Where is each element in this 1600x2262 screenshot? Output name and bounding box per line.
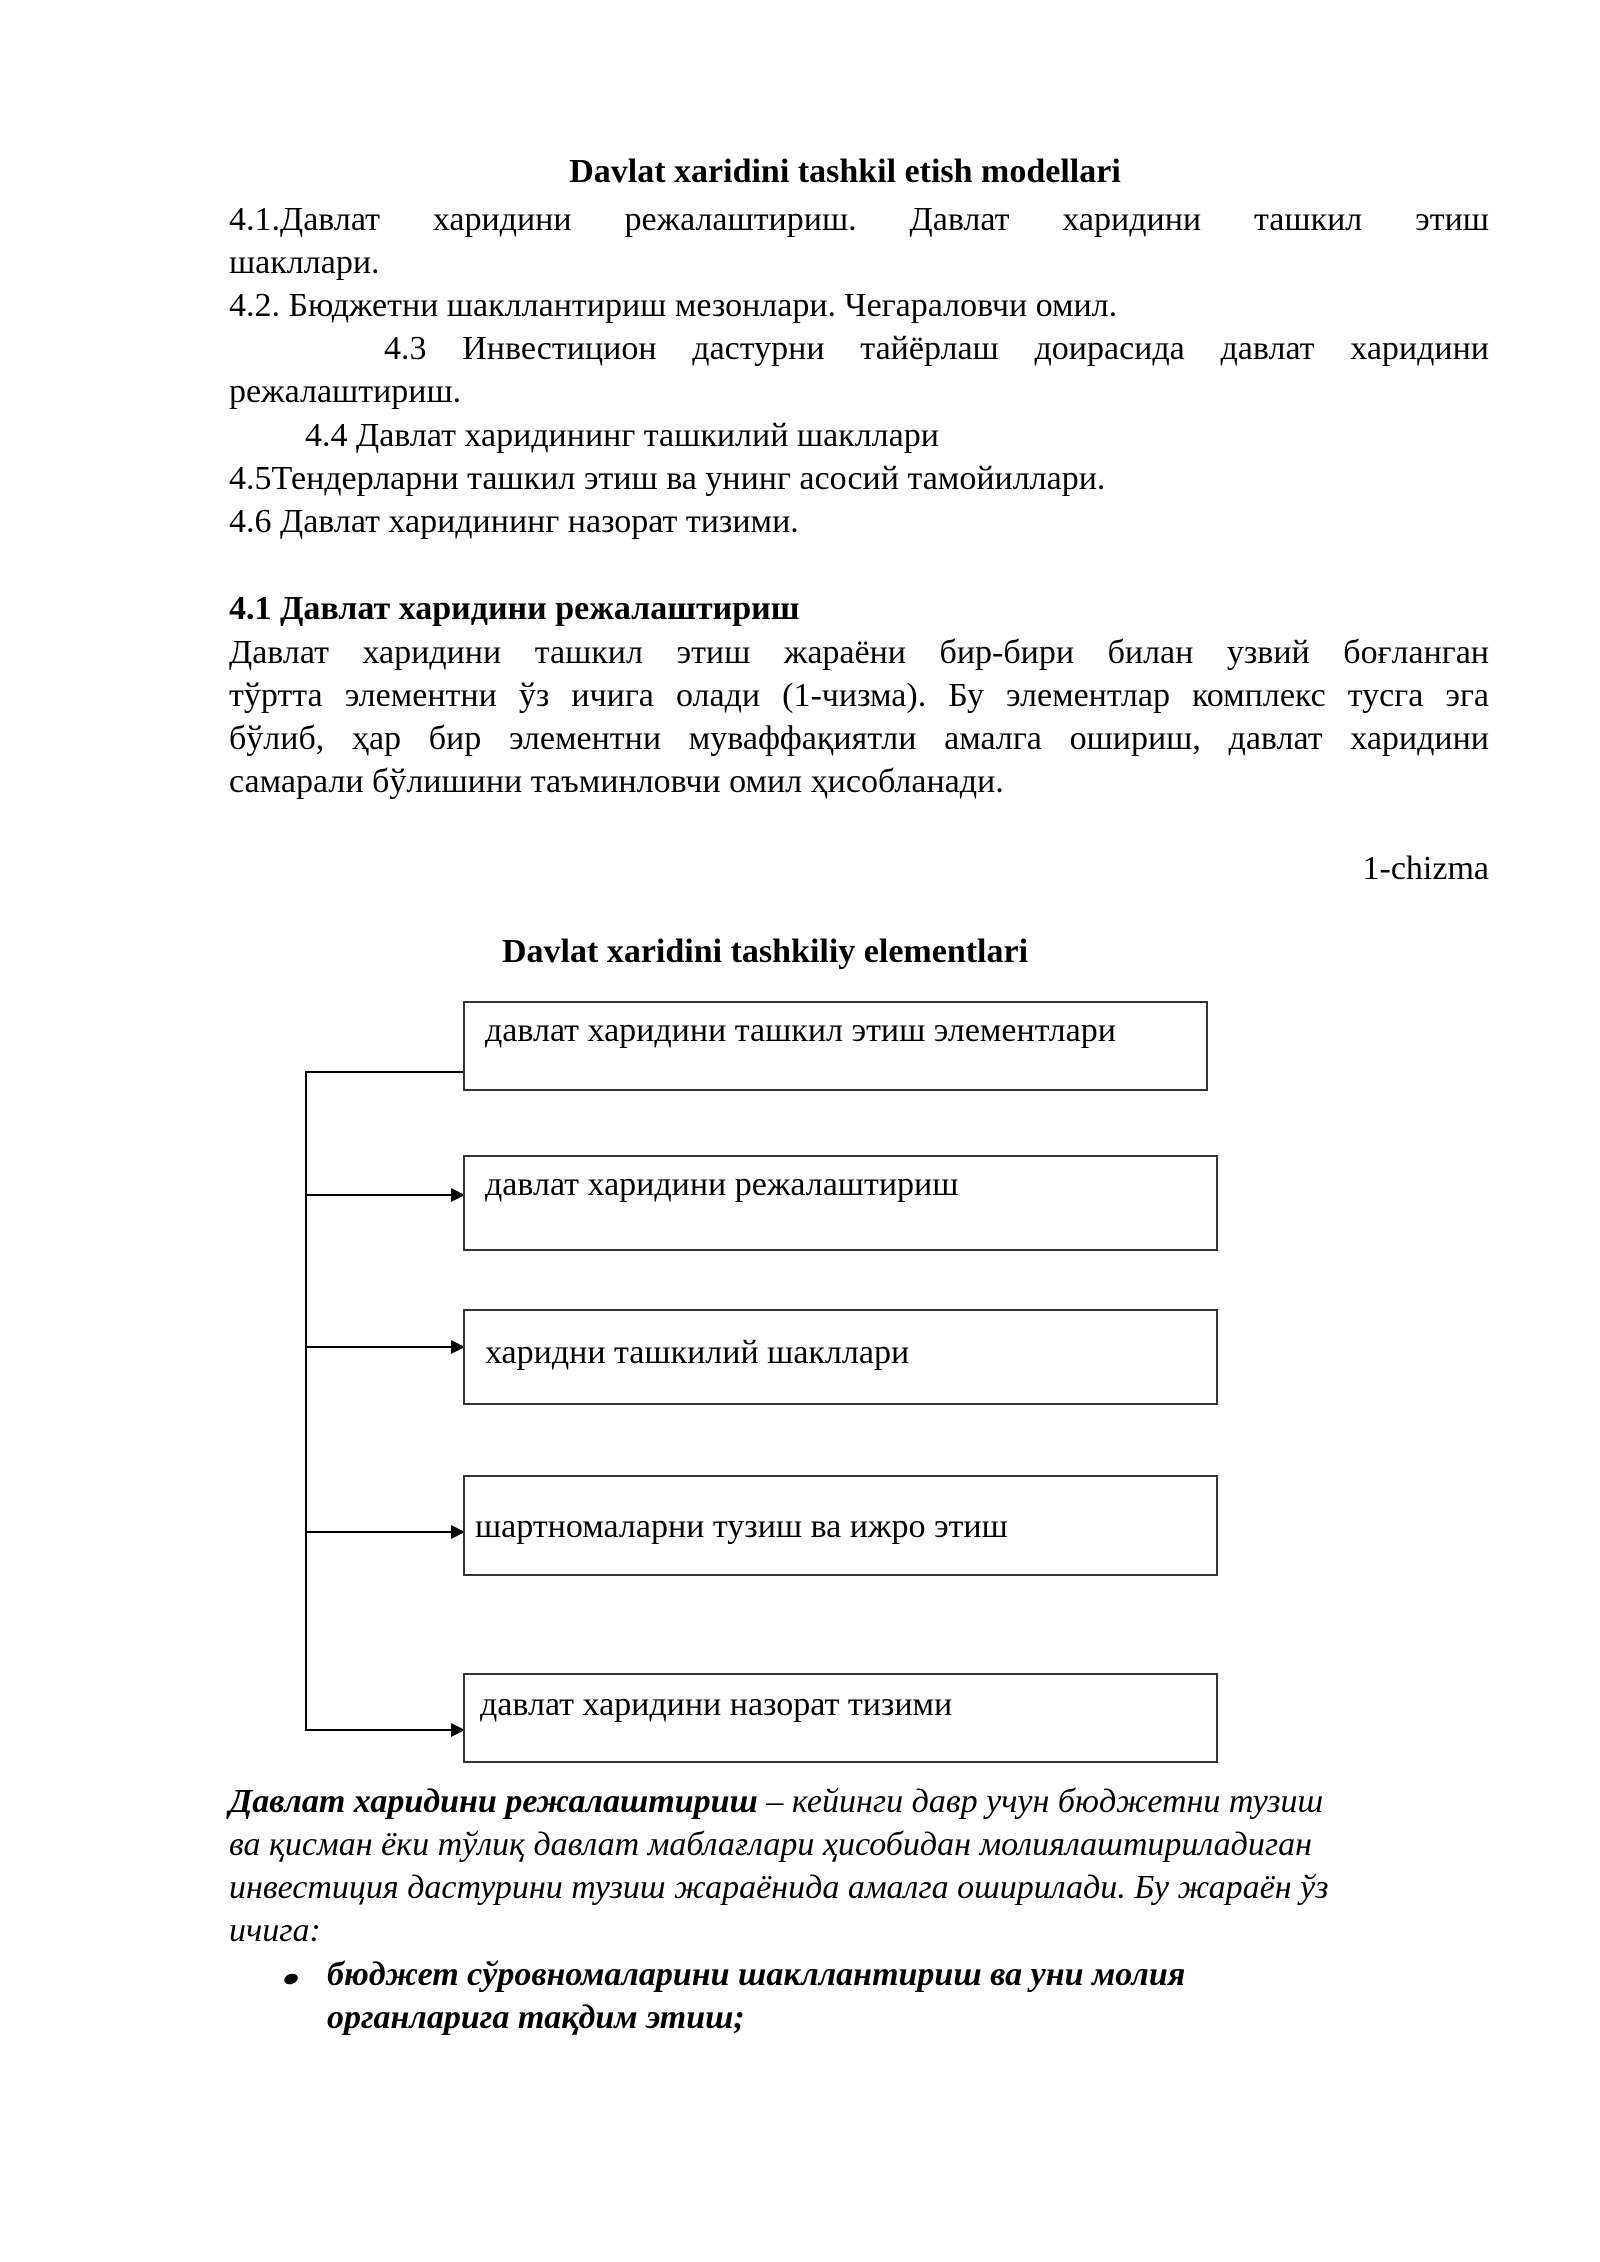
definition-line-3: инвестиция дастурини тузиш жараёнида амалга оширилади. Бу жараён ўз <box>229 1869 1329 1906</box>
diagram-box-label: давлат харидини назорат тизими <box>480 1686 953 1723</box>
toc-line-4-1: 4.1.Давлат харидини режалаштириш. Давлат харидини ташкил этиш <box>229 201 1489 238</box>
definition-term: Давлат харидини режалаштириш <box>229 1783 758 1820</box>
section-paragraph-line-4: самарали бўлишини таъминловчи омил ҳисобланади. <box>229 763 1004 800</box>
definition-line-1 <box>229 1780 1323 1823</box>
toc-line-4-3: 4.3 Инвестицион дастурни тайёрлаш доирасида давлат харидини <box>384 330 1489 367</box>
diagram-box-label: давлат харидини ташкил этиш элементлари <box>485 1012 1116 1049</box>
diagram-connector-1 <box>305 1071 465 1073</box>
toc-line-4-3-cont: режалаштириш. <box>229 373 462 410</box>
section-paragraph-line-2: тўртта элементни ўз ичига олади (1-чизма). Бу элементлар комплекс тусга эга <box>229 677 1489 714</box>
diagram-connector-2 <box>305 1194 451 1196</box>
diagram-vertical-line <box>305 1071 307 1731</box>
bullet-icon <box>283 1972 300 1986</box>
section-heading: 4.1 Давлат харидини режалаштириш <box>229 590 800 627</box>
section-paragraph-line-1: Давлат харидини ташкил этиш жараёни бир-бири билан узвий боғланган <box>229 634 1489 671</box>
diagram-box-contracts <box>463 1475 1218 1576</box>
toc-line-4-5: 4.5Тендерларни ташкил этиш ва унинг асосий тамойиллари. <box>229 460 1106 497</box>
diagram-box-control <box>463 1673 1218 1763</box>
document-title: Davlat xaridini tashkil etish modellari <box>569 153 1121 190</box>
toc-line-4-4: 4.4 Давлат харидининг ташкилий шакллари <box>305 417 939 454</box>
diagram-box-label: харидни ташкилий шакллари <box>485 1334 910 1371</box>
toc-line-4-6: 4.6 Давлат харидининг назорат тизими. <box>229 503 799 540</box>
bullet-item-line-1: бюджет сўровномаларини шакллантириш ва уни молия <box>327 1956 1186 1993</box>
diagram-connector-3 <box>305 1346 451 1348</box>
definition-text: – кейинги давр учун бюджетни тузиш <box>757 1783 1324 1820</box>
diagram-box-forms <box>463 1309 1218 1405</box>
toc-line-4-2: 4.2. Бюджетни шакллантириш мезонлари. Чегараловчи омил. <box>229 287 1118 324</box>
section-paragraph-line-3: бўлиб, ҳар бир элементни муваффақиятли амалга ошириш, давлат харидини <box>229 720 1489 757</box>
toc-line-4-1-cont: шакллари. <box>229 244 380 281</box>
diagram-box-elements <box>463 1001 1208 1091</box>
diagram-box-planning <box>463 1155 1218 1251</box>
diagram-connector-4 <box>305 1531 451 1533</box>
figure-title: Davlat xaridini tashkiliy elementlari <box>502 933 1029 970</box>
bullet-item-line-2: органларига тақдим этиш; <box>327 1999 745 2036</box>
diagram-connector-5 <box>305 1729 451 1731</box>
definition-line-2: ва қисман ёки тўлиқ давлат маблағлари ҳисобидан молиялаштириладиган <box>229 1826 1312 1863</box>
definition-line-4: ичига: <box>229 1912 321 1949</box>
diagram-box-label: давлат харидини режалаштириш <box>485 1166 959 1203</box>
figure-label: 1-chizma <box>1362 850 1489 887</box>
diagram-box-label: шартномаларни тузиш ва ижро этиш <box>475 1508 1008 1545</box>
